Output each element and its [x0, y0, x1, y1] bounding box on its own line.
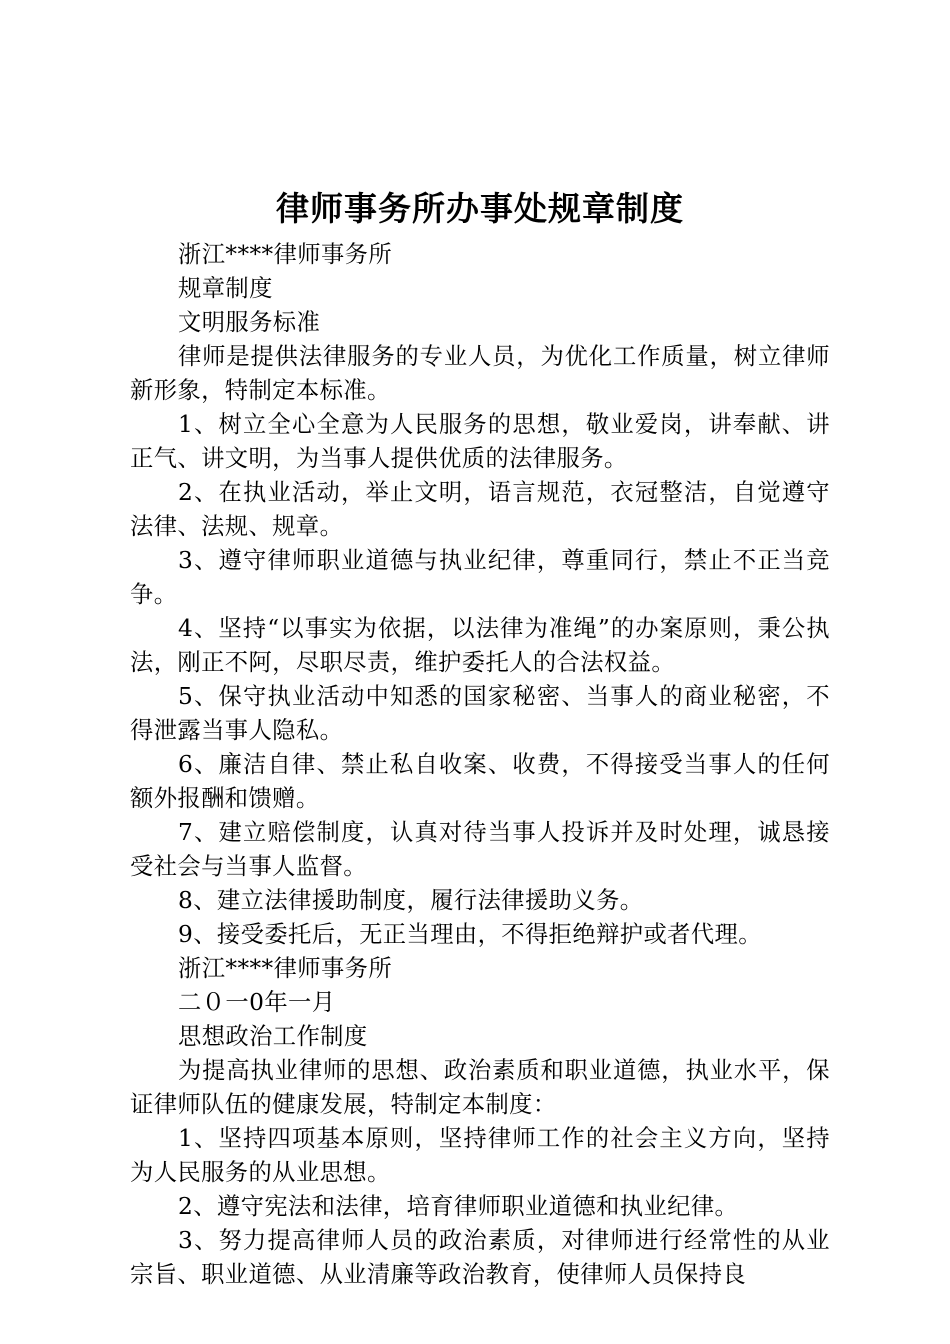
paragraph-item-8: 8、建立法律援助制度，履行法律援助义务。: [178, 887, 644, 914]
paragraph-item-2: 2、在执业活动，举止文明，语言规范，衣冠整洁，自觉遵守法律、法规、规章。: [130, 479, 830, 540]
paragraph-firm-name: 浙江****律师事务所: [178, 241, 393, 268]
paragraph-political-item-1: 1、坚持四项基本原则，坚持律师工作的社会主义方向，坚持为人民服务的从业思想。: [130, 1125, 830, 1186]
paragraph-political-item-3: 3、努力提高律师人员的政治素质，对律师进行经常性的从业宗旨、职业道德、从业清廉等政治教育，使律师人员保持良: [130, 1227, 830, 1288]
paragraph-political-work-intro: 为提高执业律师的思想、政治素质和职业道德，执业水平，保证律师队伍的健康发展，特制定本制度：: [130, 1057, 830, 1118]
paragraph-item-4: 4、坚持“以事实为依据，以法律为准绳”的办案原则，秉公执法，刚正不阿，尽职尽责，维护委托人的合法权益。: [130, 615, 830, 676]
paragraph-signature-date: 二０一0年一月: [178, 989, 336, 1016]
paragraph-item-3: 3、遵守律师职业道德与执业纪律，尊重同行，禁止不正当竞争。: [130, 547, 830, 608]
document-page: [130, 180, 830, 1292]
paragraph-rules-heading: 规章制度: [178, 275, 273, 302]
paragraph-intro: 律师是提供法律服务的专业人员，为优化工作质量，树立律师新形象，特制定本标准。: [130, 343, 830, 404]
paragraph-political-work-heading: 思想政治工作制度: [178, 1023, 368, 1050]
paragraph-item-7: 7、建立赔偿制度，认真对待当事人投诉并及时处理，诚恳接受社会与当事人监督。: [130, 819, 830, 880]
paragraph-signature-firm: 浙江****律师事务所: [178, 955, 393, 982]
paragraph-item-9: 9、接受委托后，无正当理由，不得拒绝辩护或者代理。: [178, 921, 762, 948]
document-title: 律师事务所办事处规章制度: [276, 189, 684, 228]
paragraph-item-5: 5、保守执业活动中知悉的国家秘密、当事人的商业秘密，不得泄露当事人隐私。: [130, 683, 830, 744]
paragraph-service-standard-heading: 文明服务标准: [178, 309, 321, 336]
paragraph-item-6: 6、廉洁自律、禁止私自收案、收费，不得接受当事人的任何额外报酬和馈赠。: [130, 751, 830, 812]
paragraph-political-item-2: 2、遵守宪法和法律，培育律师职业道德和执业纪律。: [178, 1193, 739, 1220]
paragraph-item-1: 1、树立全心全意为人民服务的思想，敬业爱岗，讲奉献、讲正气、讲文明，为当事人提供优质的法律服务。: [130, 411, 830, 472]
